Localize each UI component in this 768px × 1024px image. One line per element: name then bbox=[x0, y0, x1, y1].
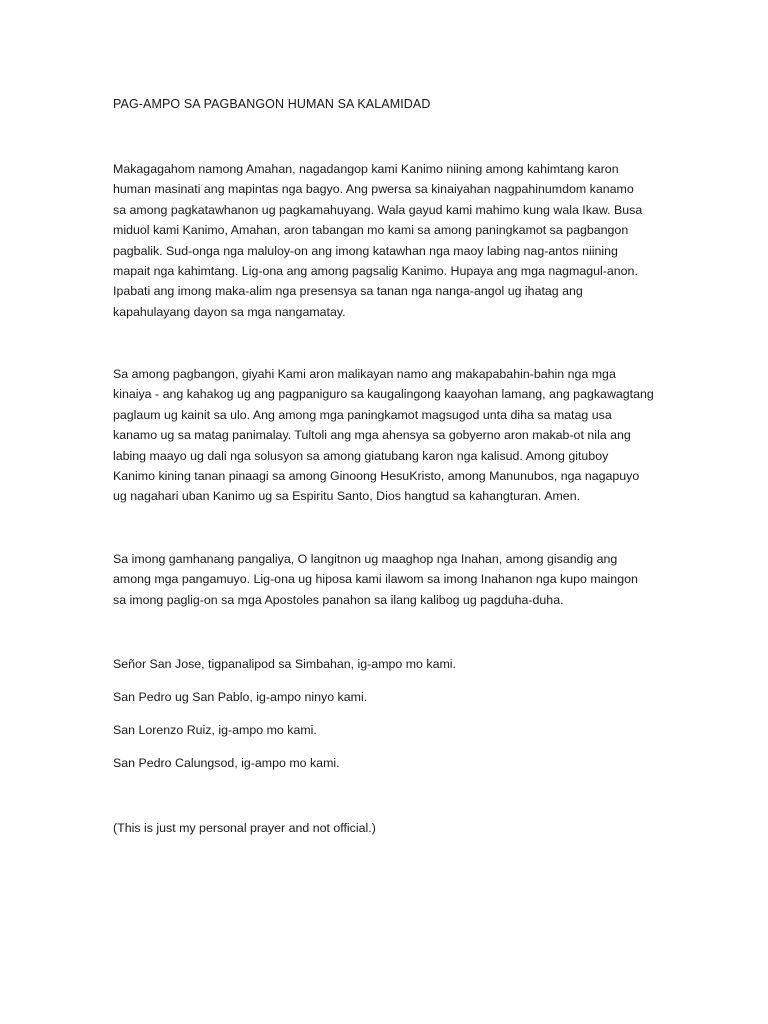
paragraph-line: Sa imong gamhanang pangaliya, O langitnon ug maaghop nga Inahan, among gisandig ang bbox=[113, 552, 618, 566]
paragraph-line: kanamo ug sa matag panimalay. Tultoli ang mga ahensya sa gobyerno aron makab-ot nila ang bbox=[113, 428, 631, 443]
paragraph-line: labing maayo ug dali nga solusyon sa among giatubang karon nga kalisud. Among gituboy bbox=[113, 448, 609, 463]
invocation-line: Señor San Jose, tigpanalipod sa Simbahan, ig-ampo mo kami. bbox=[113, 657, 456, 671]
paragraph-line: ug nagahari uban Kanimo ug sa Espiritu Santo, Dios hangtud sa kahangturan. Amen. bbox=[113, 489, 581, 504]
paragraph-line: human masinati ang mapintas nga bagyo. Ang pwersa sa kinaiyahan nagpahinumdom kanamo bbox=[113, 182, 634, 197]
prayer-paragraph-3 bbox=[113, 549, 658, 610]
paragraph-line: sa among pagkatawhanon ug pagkamahuyang. Wala gayud kami mahimo kung wala Ikaw. Busa bbox=[113, 202, 643, 217]
paragraph-line: Makagagahom namong Amahan, nagadangop kami Kanimo niining among kahimtang karon bbox=[113, 162, 619, 176]
paragraph-line: kapahulayang dayon sa mga nangamatay. bbox=[113, 304, 346, 319]
invocation-line: San Lorenzo Ruiz, ig-ampo mo kami. bbox=[113, 723, 317, 737]
paragraph-line: miduol kami Kanimo, Amahan, aron tabangan mo kami sa among paningkamot sa pagbangon bbox=[113, 223, 629, 238]
paragraph-line: paglaum ug kainit sa ulo. Ang among mga paningkamot magsugod unta diha sa matag usa bbox=[113, 407, 612, 422]
paragraph-line: Ipabati ang imong maka-alim nga presensya sa tanan nga nanga-angol ug ihatag ang bbox=[113, 284, 583, 299]
paragraph-line: sa imong paglig-on sa mga Apostoles panahon sa ilang kalibog ug pagduha-duha. bbox=[113, 592, 564, 607]
paragraph-line: Kanimo kining tanan pinaagi sa among Ginoong HesuKristo, among Manunubos, nga nagapuyo bbox=[113, 469, 640, 484]
invocation-line: San Pedro Calungsod, ig-ampo mo kami. bbox=[113, 756, 340, 770]
invocation-line: San Pedro ug San Pablo, ig-ampo ninyo kami. bbox=[113, 690, 368, 704]
paragraph-line: among mga pangamuyo. Lig-ona ug hiposa kami ilawom sa imong Inahanon nga kupo maingon bbox=[113, 572, 638, 587]
disclaimer-note: (This is just my personal prayer and not official.) bbox=[113, 821, 376, 835]
paragraph-line: kinaiya - ang kahakog ug ang pagpaniguro sa kaugalingong kaayohan lamang, ang pagkawagtang bbox=[113, 387, 654, 402]
prayer-paragraph-2 bbox=[113, 364, 658, 507]
prayer-paragraph-1 bbox=[113, 159, 658, 322]
paragraph-line: Sa among pagbangon, giyahi Kami aron malikayan namo ang makapabahin-bahin nga mga bbox=[113, 367, 616, 381]
paragraph-line: mapait nga kahimtang. Lig-ona ang among pagsalig Kanimo. Hupaya ang mga nagmagul-anon. bbox=[113, 264, 638, 279]
paragraph-line: pagbalik. Sud-onga nga maluloy-on ang imong katawhan nga maoy labing nag-antos niining bbox=[113, 243, 618, 258]
document-title: PAG-AMPO SA PAGBANGON HUMAN SA KALAMIDAD bbox=[113, 97, 431, 111]
